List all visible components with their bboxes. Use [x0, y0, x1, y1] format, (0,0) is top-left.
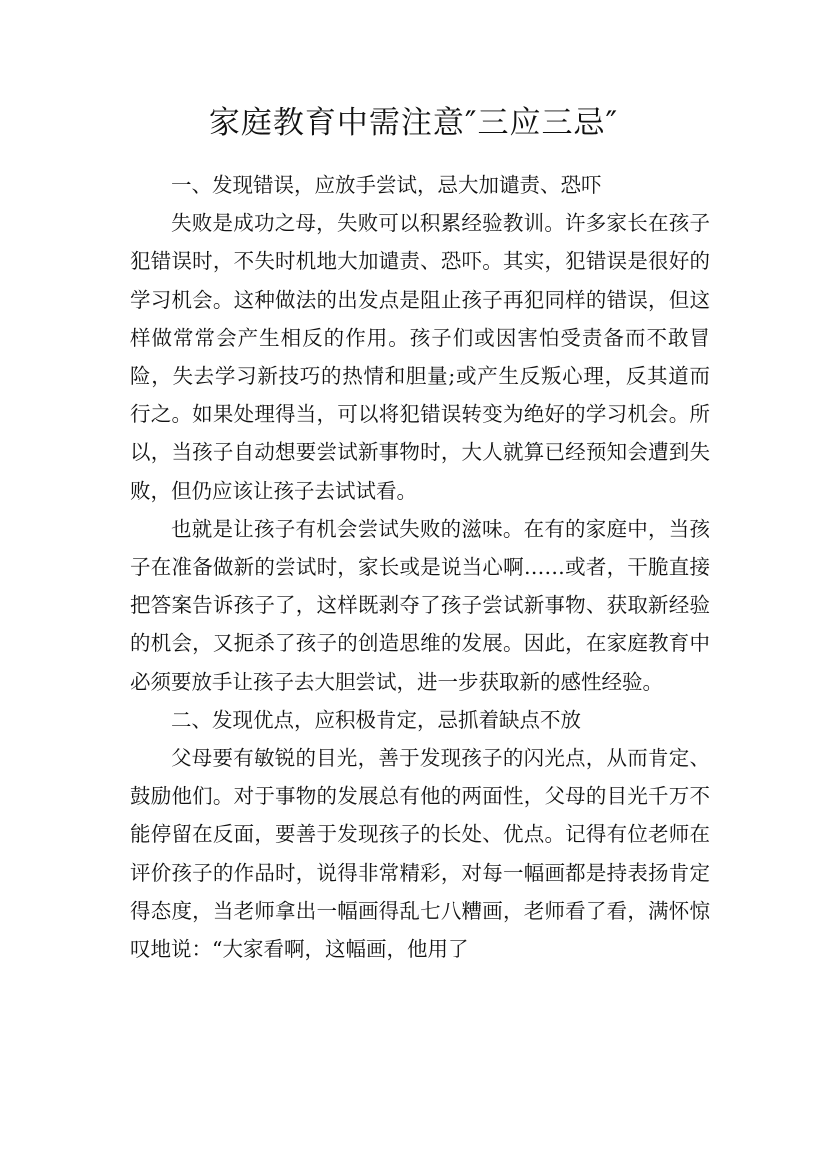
- paragraph-2: 也就是让孩子有机会尝试失败的滋味。在有的家庭中，当孩子在准备做新的尝试时，家长或是说当心啊……或者，干脆直接把答案告诉孩子了，这样既剥夺了孩子尝试新事物、获取新经验的机会，又扼杀了孩子的创造思维的发展。因此，在家庭教育中必须要放手让孩子去大胆尝试，进一步获取新的感性经验。: [130, 516, 710, 694]
- paragraph-3: 父母要有敏锐的目光，善于发现孩子的闪光点，从而肯定、鼓励他们。对于事物的发展总有他的两面性，父母的目光千万不能停留在反面，要善于发现孩子的长处、优点。记得有位老师在评价孩子的作品时，说得非常精彩，对每一幅画都是持表扬肯定得态度，当老师拿出一幅画得乱七八糟画，老师看了看，满怀惊叹地说：“大家看啊，这幅画，他用了: [130, 746, 710, 962]
- document-title: 家庭教育中需注意″三应三忌″: [208, 105, 619, 141]
- section-heading-2: 二、发现优点，应积极肯定，忌抓着缺点不放: [171, 707, 581, 732]
- section-heading-1: 一、发现错误，应放手尝试，忌大加谴责、恐吓: [171, 173, 602, 197]
- paragraph-1: 失败是成功之母，失败可以积累经验教训。许多家长在孩子犯错误时，不失时机地大加谴责、恐吓。其实，犯错误是很好的学习机会。这种做法的出发点是阻止孩子再犯同样的错误，但这样做常常会产生相反的作用。孩子们或因害怕受责备而不敢冒险，失去学习新技巧的热情和胆量;或产生反叛心理，反其道而行之。如果处理得当，可以将犯错误转变为绝好的学习机会。所以，当孩子自动想要尝试新事物时，大人就算已经预知会遭到失败，但仍应该让孩子去试试看。: [130, 211, 710, 503]
- document-body: [130, 166, 710, 968]
